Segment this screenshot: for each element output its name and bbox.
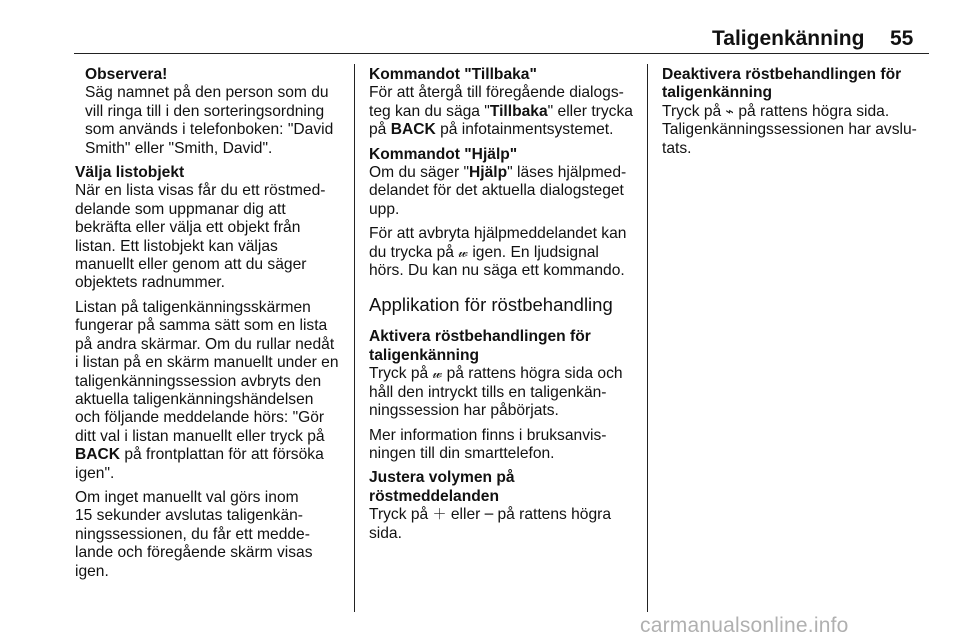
text-fragment: Tryck på (369, 365, 433, 383)
text-line: lande och föregående skärm visas (75, 544, 313, 562)
text-line: Taligenkänningssessionen har avslu- (662, 121, 917, 139)
text-fragment: på frontplattan för att försöka (120, 446, 324, 464)
text-line: Mer information finns i bruksanvis- (369, 426, 607, 444)
volume-title: Justera volymen på (369, 469, 515, 487)
voice-command-icon: 𝓌 (432, 366, 443, 383)
text-fragment: " eller trycka (547, 102, 633, 120)
help-command-section (369, 146, 644, 220)
text-line: tats. (662, 139, 692, 157)
text-line: upp. (369, 200, 400, 218)
deactivate-title: Deaktivera röstbehandlingen för (662, 66, 902, 83)
column-1 (75, 66, 350, 587)
text-line: bekräfta eller välja ett objekt från (75, 219, 301, 237)
volume-section (369, 469, 644, 543)
abort-paragraph (369, 225, 644, 280)
help-command-title: Kommandot "Hjälp" (369, 145, 518, 163)
text-line: 15 sekunder avslutas taligenkän- (75, 507, 303, 525)
text-fragment: du trycka på (369, 243, 459, 261)
activate-section (369, 328, 644, 420)
text-line: igen". (75, 464, 115, 482)
text-line: ditt val i listan manuellt eller tryck på (75, 427, 325, 445)
info-paragraph (369, 427, 644, 464)
column-divider-2 (647, 64, 648, 612)
text-line: delandet för det aktuella dialogsteget (369, 182, 624, 200)
text-line (369, 365, 644, 383)
note-line: Säg namnet på den person som du (85, 84, 329, 102)
text-fragment: igen. En ljudsignal (467, 243, 599, 261)
text-line: ningssession har påbörjats. (369, 402, 559, 420)
note-box (75, 66, 350, 158)
back-command-title: Kommandot "Tillbaka" (369, 66, 537, 83)
text-line: håll den intryckt tills en taligenkän- (369, 383, 607, 401)
note-line: som används i telefonboken: "David (85, 121, 334, 139)
list-paragraph-2 (75, 299, 350, 483)
text-line: Listan på taligenkänningsskärmen (75, 298, 311, 316)
tillbaka-keyword: Tillbaka (489, 102, 548, 120)
text-line: objektets radnummer. (75, 274, 225, 292)
minus-icon: ─ (484, 507, 494, 524)
text-line: listan. Ett listobjekt kan väljas (75, 237, 278, 255)
text-line (369, 506, 644, 524)
back-keyword: BACK (75, 446, 121, 464)
text-line: manuellt eller genom att du säger (75, 256, 307, 274)
text-line: och följande meddelande hörs: "Gör (75, 409, 325, 427)
text-line: hörs. Du kan nu säga ett kommando. (369, 262, 625, 280)
text-fragment: Tryck på (369, 506, 433, 524)
text-fragment: på rattens högra sida och (442, 365, 623, 383)
text-fragment: teg kan du säga " (369, 102, 490, 120)
column-divider-1 (354, 64, 355, 612)
column-2 (369, 66, 644, 549)
page-number: 55 (890, 27, 914, 50)
note-line: vill ringa till i den sorteringsordning (85, 102, 325, 120)
text-line (369, 103, 644, 121)
header-divider (74, 53, 929, 54)
timeout-paragraph (75, 489, 350, 581)
text-line (75, 446, 350, 464)
text-line: ningssessionen, du får ett medde- (75, 525, 310, 543)
text-line: delande som uppmanar dig att (75, 200, 286, 218)
text-fragment: eller (446, 506, 485, 524)
text-line (369, 244, 644, 262)
column-3 (662, 66, 932, 164)
text-line: fungerar på samma sätt som en lista (75, 317, 328, 335)
text-line: För att avbryta hjälpmeddelandet kan (369, 225, 627, 243)
text-fragment: på rattens högra sida. (733, 102, 890, 120)
back-command-section (369, 66, 644, 140)
hang-up-icon: ⌁ (725, 103, 734, 120)
voice-command-icon: 𝓌 (458, 244, 468, 261)
text-line: När en lista visas får du ett röstmed- (75, 182, 326, 200)
plus-icon: ＋ (432, 507, 447, 524)
text-line: aktuella taligenkänningshändelsen (75, 390, 314, 408)
text-fragment: på rattens högra (493, 506, 612, 524)
text-line: Om inget manuellt val görs inom (75, 488, 299, 506)
text-line: taligenkänningssession avbryts den (75, 372, 322, 390)
activate-title: taligenkänning (369, 346, 480, 364)
text-line: För att återgå till föregående dialogs- (369, 84, 624, 102)
text-fragment: Om du säger " (369, 164, 470, 182)
deactivate-section (662, 66, 932, 158)
hjalp-keyword: Hjälp (469, 164, 508, 182)
text-fragment: på (369, 121, 391, 139)
note-line: Smith" eller "Smith, David". (85, 139, 273, 157)
text-fragment: på infotainmentsystemet. (435, 121, 614, 139)
back-keyword: BACK (390, 121, 436, 139)
text-line: sida. (369, 524, 402, 542)
note-title: Observera! (85, 66, 168, 83)
text-line: ningen till din smarttelefon. (369, 444, 555, 462)
text-line (369, 121, 644, 139)
page-header-title: Taligenkänning (712, 27, 865, 50)
activate-title: Aktivera röstbehandlingen för (369, 328, 591, 346)
section-heading: Applikation för röstbehandling (369, 294, 613, 316)
text-line: på andra skärmar. Om du rullar nedåt (75, 335, 335, 353)
text-line (662, 103, 932, 121)
list-title: Välja listobjekt (75, 164, 185, 182)
deactivate-title: taligenkänning (662, 84, 773, 102)
text-fragment: " läses hjälpmed- (507, 164, 627, 182)
text-line (369, 164, 644, 182)
volume-title: röstmeddelanden (369, 487, 499, 505)
list-section (75, 164, 350, 293)
text-line: igen. (75, 562, 109, 580)
text-line: i listan på en skärm manuellt under en (75, 354, 339, 372)
watermark: carmanualsonline.info (640, 614, 849, 637)
text-fragment: Tryck på (662, 102, 726, 120)
